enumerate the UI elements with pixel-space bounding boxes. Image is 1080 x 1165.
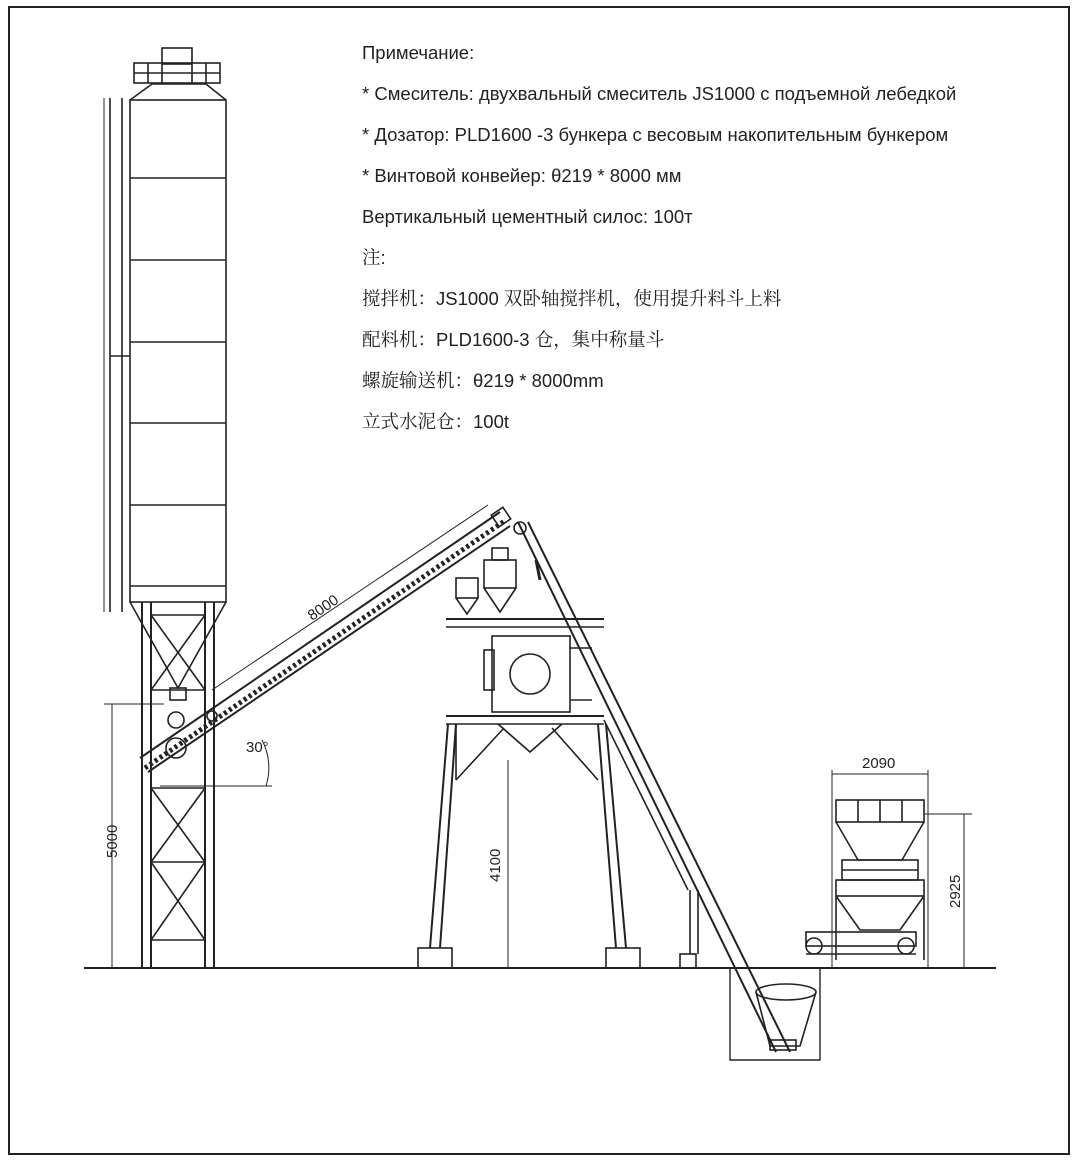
note-conveyor-zh: 螺旋输送机：θ219 * 8000mm (362, 370, 604, 391)
batcher-height-label: 2925 (947, 874, 964, 908)
conveyor-length-label: 8000 (304, 591, 342, 625)
note-silo-ru: Вертикальный цементный силос: 100т (362, 206, 693, 227)
note-mixer-ru: * Смеситель: двухвальный смеситель JS1000 с подъемной лебедкой (362, 83, 957, 104)
note-heading-zh: 注: (362, 247, 386, 268)
cement-silo (104, 48, 226, 968)
skip-hoist (514, 522, 820, 1060)
mixer-station (418, 548, 696, 968)
conveyor-angle-label: 30° (246, 739, 269, 756)
mixer-height-label: 4100 (487, 848, 504, 882)
note-batcher-ru: * Дозатор: PLD1600 -3 бункера с весовым накопительным бункером (362, 124, 949, 145)
conveyor-dim-line (212, 505, 488, 690)
note-mixer-zh: 搅拌机：JS1000 双卧轴搅拌机，使用提升料斗上料 (362, 288, 782, 309)
silo-height-label: 5000 (104, 824, 121, 858)
note-silo-zh: 立式水泥仓：100t (362, 411, 510, 432)
note-heading-ru: Примечание: (362, 42, 475, 63)
batcher-width-label: 2090 (862, 755, 896, 772)
note-batcher-zh: 配料机：PLD1600-3 仓，集中称量斗 (362, 329, 665, 350)
note-conveyor-ru: * Винтовой конвейер: θ219 * 8000 мм (362, 165, 682, 186)
batching-machine (806, 770, 928, 968)
